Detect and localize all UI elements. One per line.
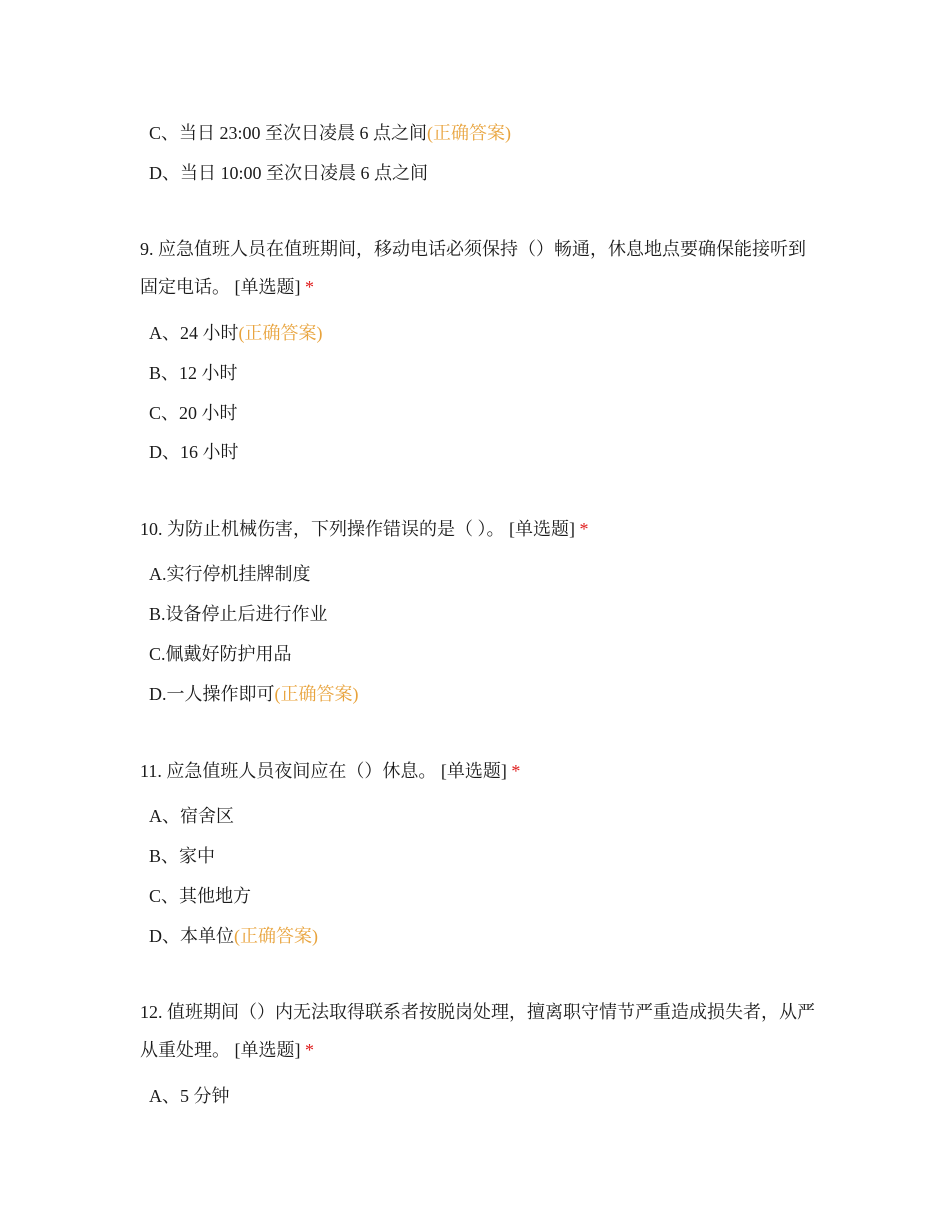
question-type: [单选题]: [509, 519, 575, 539]
q11-option-b: B、家中: [149, 846, 216, 866]
question-12-text: 12. 值班期间（）内无法取得联系者按脱岗处理，擅离职守情节严重造成损失者，从严从重处理。: [140, 1002, 815, 1060]
q9-option-a: A、24 小时(正确答案): [149, 323, 323, 343]
required-marker: *: [305, 277, 314, 297]
correct-answer-marker: (正确答案): [234, 926, 318, 946]
correct-answer-marker: (正确答案): [274, 684, 359, 704]
required-marker: *: [579, 519, 589, 539]
question-type: [单选题]: [440, 761, 507, 781]
question-9-text: 9. 应急值班人员在值班期间，移动电话必须保持（）畅通，休息地点要确保能接听到固定电话。: [140, 239, 806, 297]
q9-option-b: B、12 小时: [149, 363, 238, 383]
q12-option-a: A、5 分钟: [149, 1086, 230, 1106]
question-11-text: 11. 应急值班人员夜间应在（）休息。: [140, 761, 437, 781]
q11-option-a: A、宿舍区: [149, 806, 234, 826]
q11-option-c: C、其他地方: [149, 886, 252, 906]
option-d-prev: D、当日 10:00 至次日凌晨 6 点之间: [149, 163, 428, 183]
q10-option-a: A.实行停机挂牌制度: [149, 564, 311, 584]
required-marker: *: [511, 761, 521, 781]
question-12: [140, 993, 820, 1069]
question-type: [单选题]: [234, 277, 301, 297]
q11-option-d: D、本单位(正确答案): [149, 926, 318, 946]
q9-option-c: C、20 小时: [149, 403, 238, 423]
q10-option-d: D.一人操作即可(正确答案): [149, 684, 359, 704]
correct-answer-marker: (正确答案): [238, 323, 323, 343]
question-10-text: 10. 为防止机械伤害，下列操作错误的是（ ）。: [140, 519, 505, 539]
q10-option-b: B.设备停止后进行作业: [149, 604, 328, 624]
question-11: [140, 752, 820, 790]
question-type: [单选题]: [234, 1040, 301, 1060]
correct-answer-marker: (正确答案): [427, 123, 512, 143]
option-c-prev: C、当日 23:00 至次日凌晨 6 点之间(正确答案): [149, 123, 512, 143]
question-10: [140, 510, 820, 548]
q9-option-d: D、16 小时: [149, 442, 239, 462]
required-marker: *: [305, 1040, 314, 1060]
q10-option-c: C.佩戴好防护用品: [149, 644, 292, 664]
question-9: [140, 230, 820, 306]
